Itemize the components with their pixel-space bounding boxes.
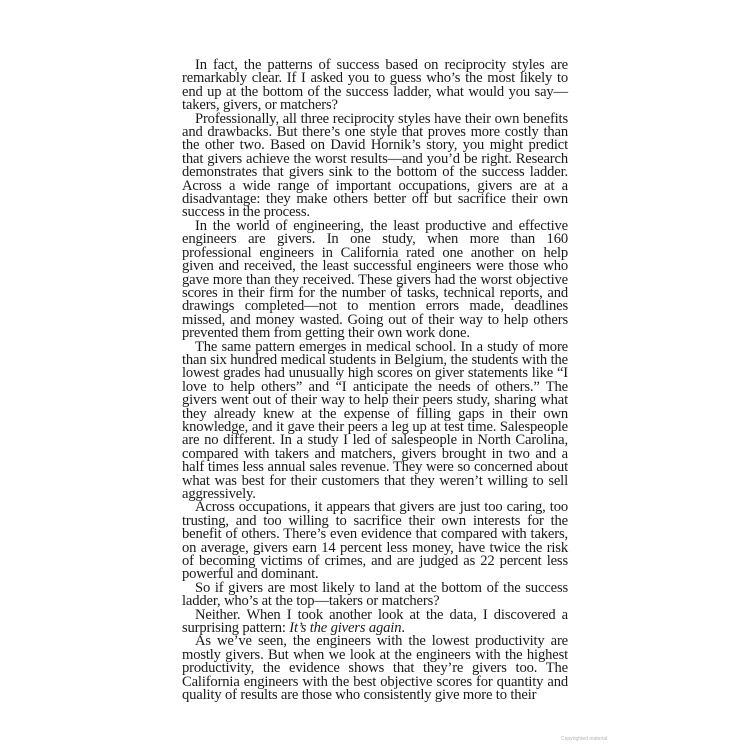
- givers-again-trailing-text: .: [401, 620, 405, 637]
- copyright-watermark: Copyrighted material: [561, 736, 608, 742]
- paragraph-highest-productivity: As we’ve seen, the engineers with the lowest productivity are mostly givers. But when we look at the engineers with the highest productivity, the evidence shows that they’re givers too. The California engineers with the best objective scores for quantity and quality of results are those who consistently give more to their: [182, 633, 568, 704]
- paragraph-top-of-ladder-question: So if givers are most likely to land at the bottom of the success ladder, who’s at the top—takers or matchers?: [182, 579, 568, 610]
- paragraph-engineering-study: In the world of engineering, the least productive and effective engineers are givers. In one study, when more than 160 professional engineers in California rated one another on help given and received, the least successful engineers were those who gave more than they received. These givers had the worst objective scores in their firm for the number of tasks, technical reports, and drawings completed—not to mention errors made, deadlines missed, and money wasted. Going out of their way to help others prevented them from getting their own work done.: [182, 217, 568, 342]
- book-page-body: [182, 59, 568, 703]
- paragraph-reciprocity-patterns: In fact, the patterns of success based on reciprocity styles are remarkably clear. If I asked you to guess who’s the most likely to end up at the bottom of the success ladder, what would you say—takers, givers, or matchers?: [182, 57, 568, 114]
- givers-again-emphasis: It’s the givers again: [289, 620, 402, 637]
- paragraph-professional-drawbacks: Professionally, all three reciprocity styles have their own benefits and drawbacks. But there’s one style that proves more costly than the other two. Based on David Hornik’s story, you might predict that givers achieve the worst results—and you’d be right. Research demonstrates that givers sink to the bottom of the success ladder. Across a wide range of important occupations, givers are at a disadvantage: they make others better off but sacrifice their own success in the process.: [182, 110, 568, 221]
- paragraph-medical-school-study: The same pattern emerges in medical school. In a study of more than six hundred medical students in Belgium, the students with the lowest grades had unusually high scores on giver statements like “I love to help others” and “I anticipate the needs of others.” The givers went out of their way to help their peers study, sharing what they already knew at the expense of filling gaps in their own knowledge, and it gave their peers a leg up at test time. Salespeople are no different. In a study I led of salespeople in North Carolina, compared with takers and matchers, givers brought in two and a half times less annual sales revenue. They were so concerned about what was best for their customers that they weren’t willing to sell aggressively.: [182, 338, 568, 502]
- givers-again-lead-text: Neither. When I took another look at the data, I discovered a surprising pattern:: [182, 606, 568, 637]
- paragraph-givers-again: [182, 606, 568, 637]
- paragraph-across-occupations: Across occupations, it appears that givers are just too caring, too trusting, and too willing to sacrifice their own interests for the benefit of others. There’s even evidence that compared with takers, on average, givers earn 14 percent less money, have twice the risk of becoming victims of crimes, and are judged as 22 percent less powerful and dominant.: [182, 499, 568, 583]
